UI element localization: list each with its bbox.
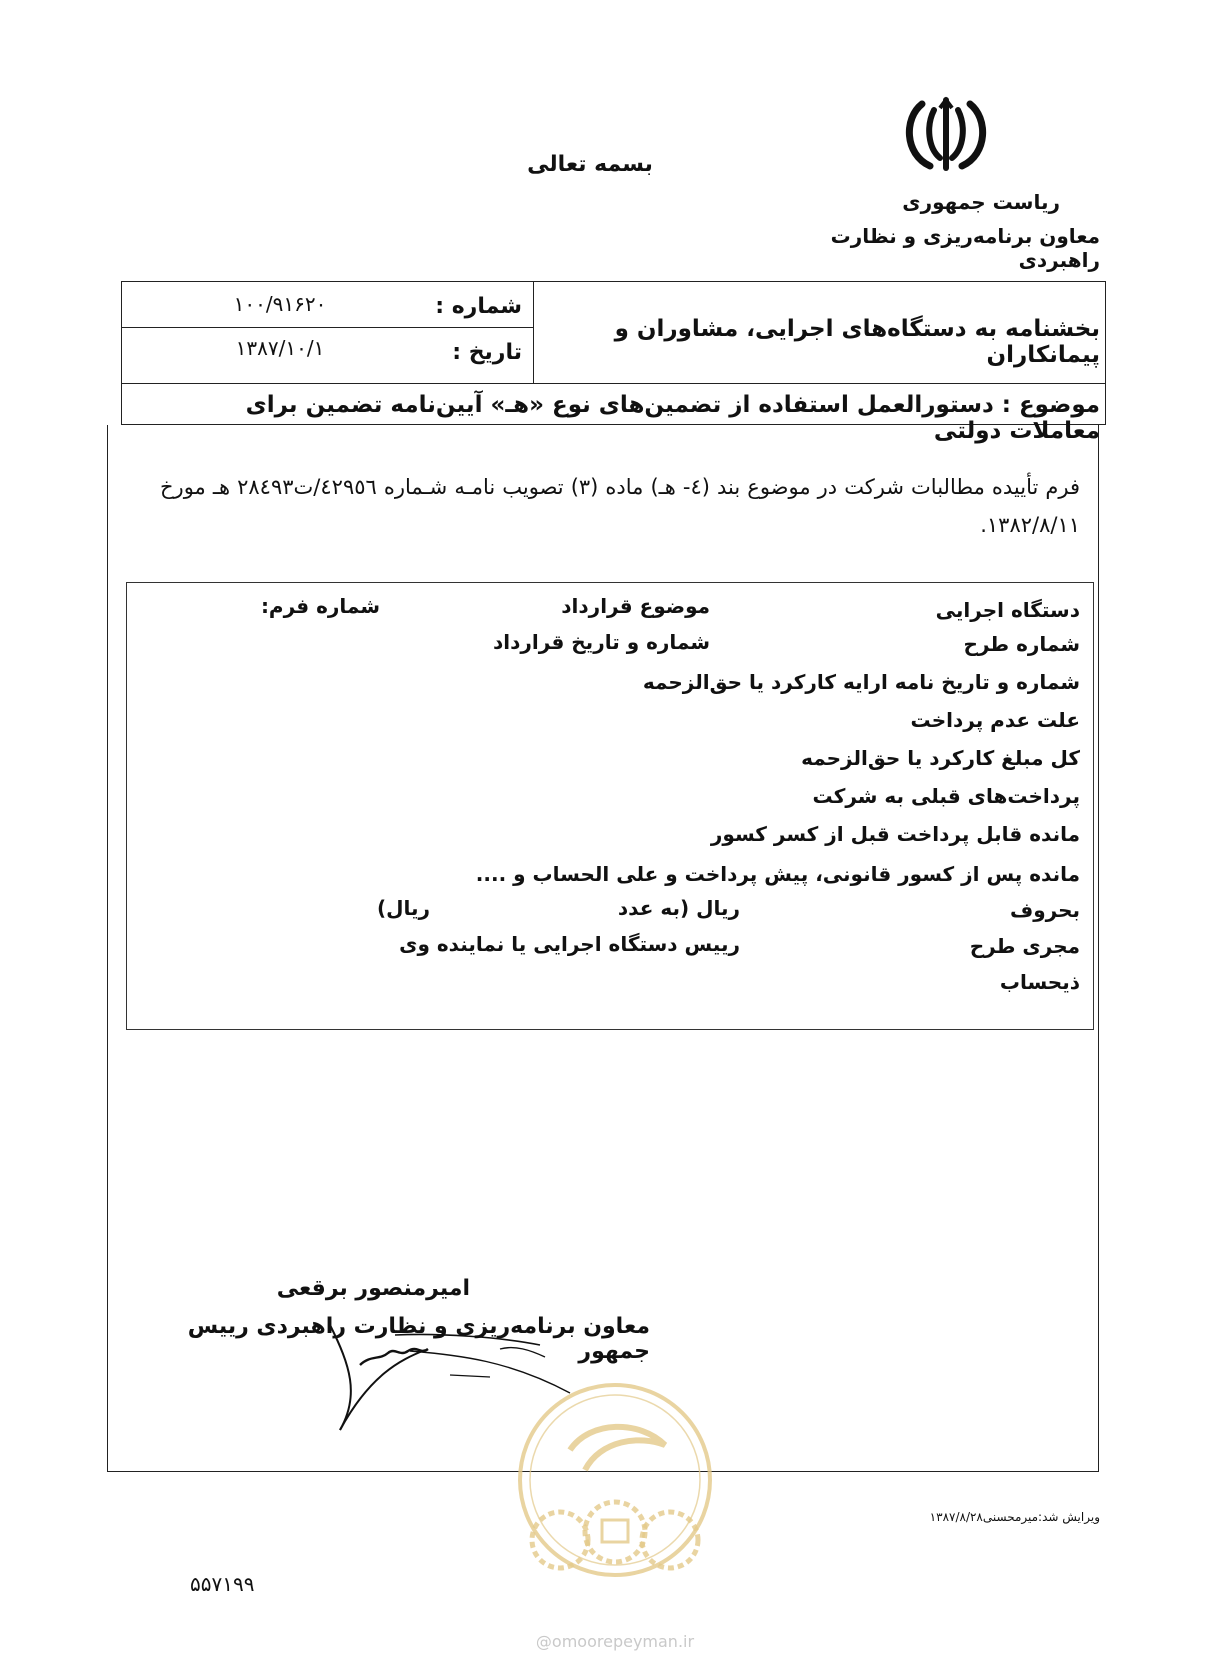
field-total-amount: کل مبلغ کارکرد یا حق‌الزحمه [801,746,1080,770]
serial-number: ۵۵۷۱۹۹ [190,1572,255,1596]
number-label: شماره : [435,294,522,319]
number-value: ۱۰۰/۹۱۶۲۰ [233,292,327,316]
field-balance-after-deductions: مانده پس از کسور قانونی، پیش پرداخت و علی الحساب و .... [475,862,1080,886]
omoore-peyman-stamp-logo [490,1370,740,1620]
signer-name: امیرمنصور برقعی [276,1276,470,1301]
org-line-presidency: ریاست جمهوری [902,190,1060,214]
field-previous-payments: پرداخت‌های قبلی به شرکت [812,784,1080,808]
field-plan-executor: مجری طرح [969,934,1080,958]
org-line-deputy: معاون برنامه‌ریزی و نظارت راهبردی [830,224,1100,272]
field-rial-close: ریال) [376,896,430,920]
field-letter-number-date: شماره و تاریخ نامه ارایه کارکرد یا حق‌الزحمه [642,670,1080,694]
field-beneficiary: ذیحساب [999,970,1080,994]
signer-title: معاون برنامه‌ریزی و نظارت راهبردی رییس جمهور [187,1314,650,1364]
watermark-text: @omoorepeyman.ir [535,1632,695,1651]
meta-divider-vertical [533,281,534,383]
edit-note: ویرایش شد:میرمحسنی۱۳۸۷/۸/۲۸ [929,1510,1100,1524]
field-contract-number-date: شماره و تاریخ قرارداد [493,630,710,654]
bismillah-heading: بسمه تعالی [527,152,653,177]
field-plan-number: شماره طرح [963,632,1080,656]
meta-divider-middle [121,327,533,328]
field-form-number: شماره فرم: [260,594,380,618]
iran-emblem-icon [900,96,992,174]
field-balance-before-deductions: مانده قابل پرداخت قبل از کسر کسور [710,822,1080,846]
field-in-words: بحروف [1009,898,1080,922]
date-label: تاریخ : [452,340,522,365]
field-contract-subject: موضوع قرارداد [561,594,710,618]
field-agency-head: رییس دستگاه اجرایی یا نماینده وی [399,932,740,956]
intro-paragraph: فرم تأییده مطالبات شرکت در موضوع بند (٤- هـ) ماده (۳) تصویب نامـه شـماره ٤٢٩٥٦/ت٢٨٤٩٣ هـ مورخ ۱۳۸۲/۸/۱۱. [160,475,1080,537]
field-rial-in-figures: ریال (به عدد [617,896,740,920]
subject-line: موضوع : دستورالعمل استفاده از تضمین‌های نوع «هـ» آیین‌نامه تضمین برای معاملات دولتی [245,392,1100,444]
recipients-line: بخشنامه به دستگاه‌های اجرایی، مشاوران و پیمانکاران [614,316,1100,368]
meta-divider-bottom [121,383,1106,384]
field-non-payment-reason: علت عدم پرداخت [910,708,1080,732]
field-executive-agency: دستگاه اجرایی [935,598,1080,622]
date-value: ۱۳۸۷/۱۰/۱ [235,336,325,360]
